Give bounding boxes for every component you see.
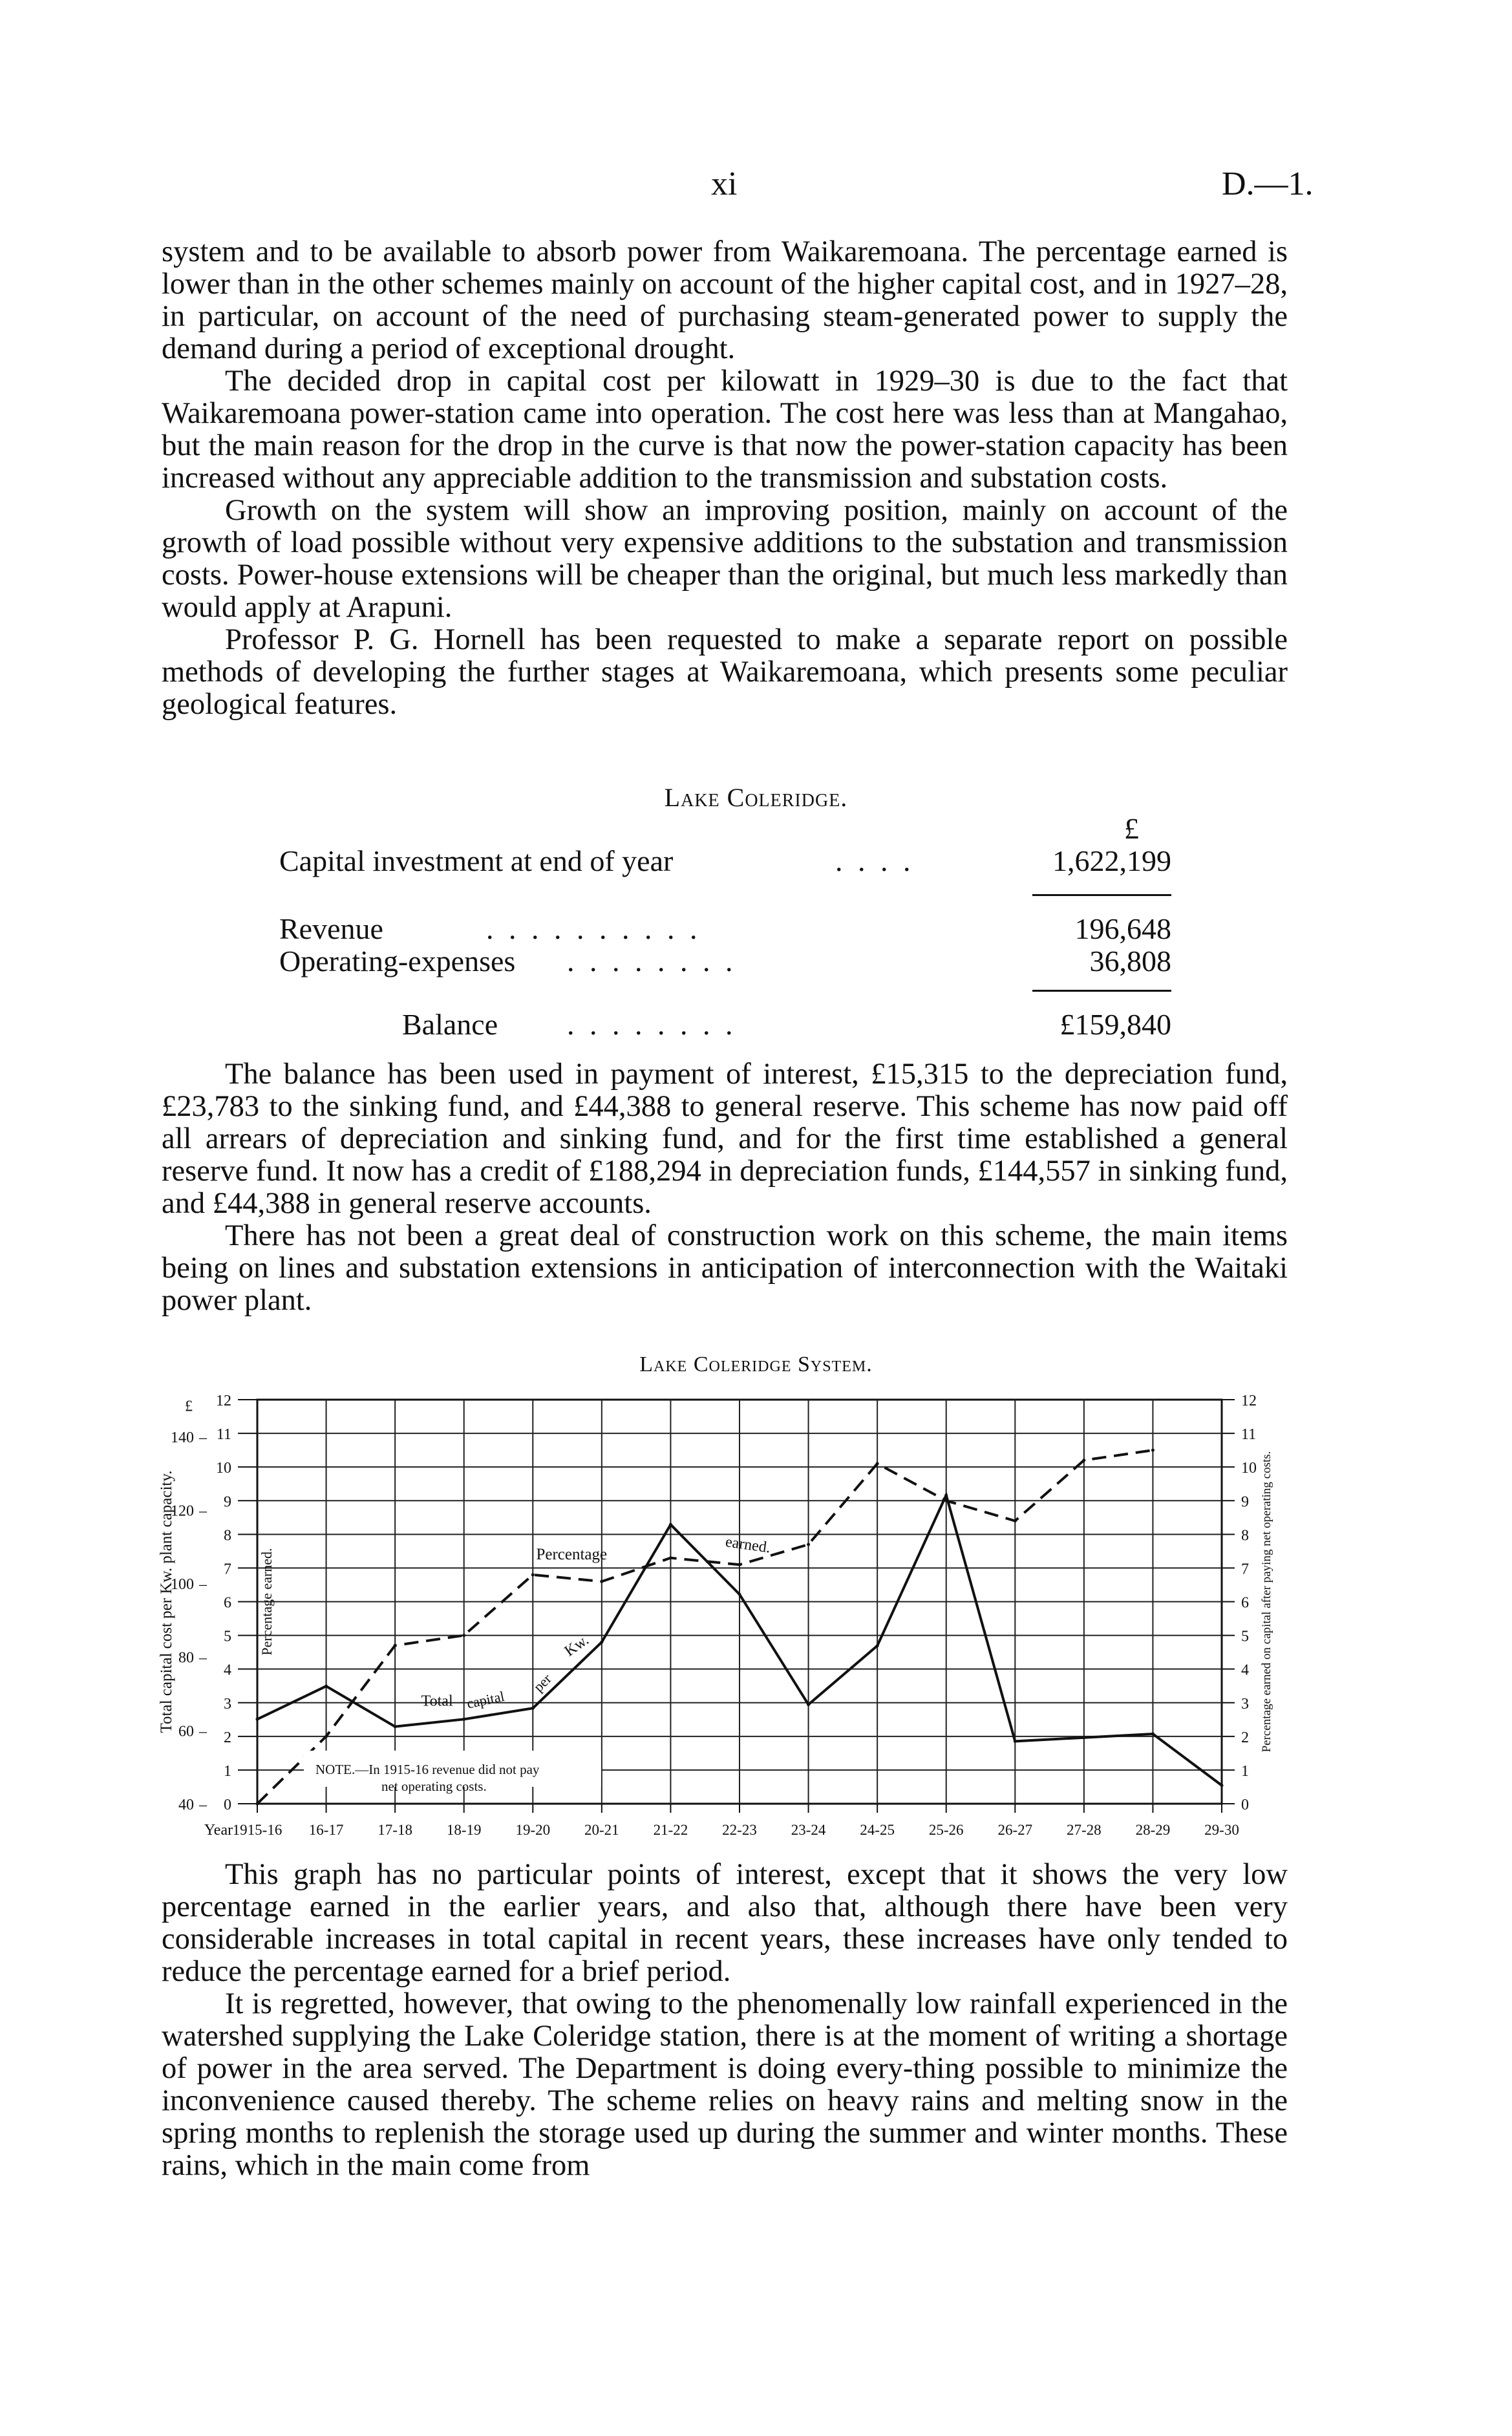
tick-label-x: 20-21: [584, 1822, 619, 1838]
tick-label-x: 26-27: [997, 1822, 1033, 1838]
tick-label-left-inner: 11: [216, 1426, 231, 1444]
series-point-percentage-earned: [807, 1543, 810, 1546]
series-point-percentage-earned: [1082, 1458, 1085, 1462]
middle-text: [162, 1058, 1288, 1317]
series-label-part: Percentage: [536, 1546, 608, 1564]
series-point-percentage-earned: [876, 1462, 879, 1465]
series-point-total-capital: [1151, 1733, 1155, 1736]
section-title: Lake Coleridge.: [664, 783, 848, 812]
series-point-total-capital: [600, 1641, 603, 1644]
tick-label-right: 2: [1241, 1729, 1249, 1746]
tick-label-left-outer: 120: [171, 1502, 194, 1520]
paragraph-growth: Growth on the system will show an improving position, mainly on account of the growth of load possible without very expensive additions to the substation and transmission costs. Power-house extensions will be cheaper than the original, but much less markedly than would apply at Arapuni.: [162, 494, 1288, 624]
series-point-percentage-earned: [256, 1802, 259, 1806]
financial-table: [279, 811, 1171, 1044]
paragraph-capital-drop: The decided drop in capital cost per kilowatt in 1929–30 is due to the fact that Waikaremoana power-station came into operation. The cost here was less than at Mangahao, but the main reason for the drop in the curve is that now the power-station capacity has been increased without any appreciable addition to the transmission and substation costs.: [162, 365, 1288, 495]
tick-label-x: 24-25: [860, 1822, 895, 1838]
series-point-total-capital: [531, 1707, 535, 1710]
series-point-total-capital: [807, 1703, 810, 1706]
series-point-total-capital: [1082, 1736, 1085, 1739]
document-reference: D.—1.: [1222, 166, 1314, 202]
tick-label-right: 8: [1241, 1527, 1249, 1544]
tick-label-right: 0: [1241, 1797, 1249, 1813]
tick-label-x: 23-24: [791, 1822, 826, 1838]
tick-label-left-inner: 9: [224, 1493, 231, 1511]
paragraph-hornell: Professor P. G. Hornell has been requested to make a separate report on possible methods of developing the further stages at Waikaremoana, which presents some peculiar geological features.: [162, 623, 1288, 721]
row-balance: [279, 1007, 1171, 1042]
tick-label-left-inner: 0: [224, 1797, 231, 1813]
series-point-percentage-earned: [669, 1556, 672, 1559]
series-point-percentage-earned: [325, 1735, 328, 1738]
tick-label-left-inner: 7: [224, 1561, 231, 1578]
tick-label-left-outer: 80: [178, 1649, 194, 1667]
tick-label-right: 6: [1241, 1594, 1249, 1612]
row-label: Revenue: [279, 912, 383, 945]
tick-label-x: 25-26: [928, 1822, 964, 1838]
series-point-total-capital: [462, 1718, 465, 1721]
series-point-total-capital: [256, 1718, 259, 1721]
currency-heading: £: [1124, 812, 1139, 845]
tick-label-left-inner: 5: [224, 1628, 231, 1645]
left-axis-title: Total capital cost per Kw. plant capacity.: [158, 1470, 175, 1733]
paragraph-continuation: system and to be available to absorb power from Waikaremoana. The percentage earned is lower than in the other schemes mainly on account of the higher capital cost, and in 1927–28, in particular, on account of the need of purchasing steam-generated power to supply the demand during a period of exceptional drought.: [162, 235, 1288, 365]
row-value: 1,622,199: [1052, 844, 1171, 877]
series-point-percentage-earned: [531, 1573, 535, 1576]
series-point-total-capital: [325, 1685, 328, 1688]
row-leader-dots: . . . . . . . .: [567, 945, 737, 978]
series-point-percentage-earned: [394, 1644, 397, 1647]
chart-note-line: NOTE.—In 1915-16 revenue did not pay: [315, 1761, 540, 1777]
right-axis-title: Percentage earned on capital after paying net operating costs.: [1260, 1451, 1273, 1753]
tick-label-right: 4: [1241, 1661, 1249, 1679]
tick-label-x: 18-19: [446, 1822, 482, 1838]
tick-label-right: 12: [1241, 1393, 1257, 1409]
tick-dash: –: [199, 1797, 207, 1813]
bottom-text: [162, 1859, 1288, 2182]
tick-label-x: 28-29: [1135, 1822, 1171, 1838]
tick-label-left-outer: 140: [171, 1429, 194, 1446]
tick-label-x: 29-30: [1204, 1822, 1239, 1838]
series-point-percentage-earned: [1151, 1449, 1155, 1452]
top-text: [162, 236, 1288, 721]
tick-label-left-inner: 6: [224, 1594, 231, 1612]
currency-symbol: £: [185, 1398, 193, 1415]
row-value: 36,808: [1089, 945, 1171, 978]
series-point-percentage-earned: [1014, 1519, 1017, 1522]
tick-label-left-inner: 1: [224, 1762, 231, 1780]
row-label: Operating-expenses: [279, 945, 516, 978]
series-point-total-capital: [944, 1493, 948, 1497]
lake-coleridge-chart: [0, 1371, 1512, 1849]
tick-label-x: 22-23: [722, 1822, 757, 1838]
tick-dash: –: [199, 1649, 207, 1667]
series-point-percentage-earned: [738, 1563, 741, 1566]
row-capital-investment: [279, 844, 1171, 879]
row-leader-dots: . . . . . . . .: [567, 1008, 737, 1041]
left-inner-axis-title: Percentage earned.: [259, 1548, 275, 1656]
series-label-part: capital: [465, 1687, 506, 1712]
rule-line: [1032, 894, 1171, 896]
tick-label-x: 16-17: [308, 1822, 344, 1838]
series-point-percentage-earned: [462, 1634, 465, 1637]
row-revenue: [279, 912, 1171, 946]
series-point-total-capital: [669, 1523, 672, 1526]
tick-label-left-inner: 4: [224, 1661, 231, 1679]
series-point-total-capital: [394, 1725, 397, 1728]
row-label: Capital investment at end of year: [279, 844, 674, 877]
series-point-total-capital: [876, 1644, 879, 1647]
row-value: £159,840: [1059, 1008, 1171, 1041]
tick-dash: –: [199, 1429, 207, 1446]
series-point-total-capital: [1220, 1784, 1224, 1787]
tick-label-x: 1915-16: [232, 1822, 282, 1838]
tick-label-left-inner: 8: [224, 1527, 231, 1544]
series-point-percentage-earned: [600, 1580, 603, 1583]
series-point-total-capital: [738, 1593, 741, 1596]
chart-title: Lake Coleridge System.: [639, 1352, 873, 1376]
rule-line: [1032, 990, 1171, 992]
paragraph-construction: There has not been a great deal of construction work on this scheme, the main items being on lines and substation extensions in anticipation of interconnection with the Waitaki power plant.: [162, 1219, 1288, 1317]
row-leader-dots: . . . . . . . . . .: [486, 912, 701, 945]
tick-label-right: 9: [1241, 1493, 1249, 1511]
tick-label-right: 1: [1241, 1762, 1249, 1780]
series-point-percentage-earned: [944, 1499, 948, 1502]
tick-label-x: 27-28: [1067, 1822, 1102, 1838]
tick-label-left-outer: 60: [178, 1723, 194, 1740]
paragraph-balance: The balance has been used in payment of interest, £15,315 to the depreciation fund, £23,783 to the sinking fund, and £44,388 to general reserve. This scheme has now paid off all arrears of depreciation and sinking fund, and for the first time established a general reserve fund. It now has a credit of £188,294 in depreciation funds, £144,557 in sinking fund, and £44,388 in general reserve accounts.: [162, 1058, 1288, 1220]
tick-label-left-outer: 40: [178, 1797, 194, 1813]
tick-label-right: 10: [1241, 1460, 1257, 1477]
series-label-part: Total: [421, 1693, 453, 1710]
tick-label-x: 17-18: [378, 1822, 412, 1838]
chart-note-line: net operating costs.: [381, 1778, 487, 1794]
paragraph-graph-comment: This graph has no particular points of interest, except that it shows the very low percentage earned in the earlier years, and also that, although there have been very considerable increases in total capital in recent years, these increases have only tended to reduce the percentage earned for a brief period.: [162, 1858, 1288, 1988]
tick-dash: –: [199, 1576, 207, 1594]
tick-label-right: 11: [1241, 1426, 1257, 1444]
tick-label-x: 19-20: [515, 1822, 551, 1838]
series-label-part: earned.: [724, 1533, 772, 1557]
series-label-part: Kw.: [561, 1631, 592, 1660]
tick-label-x: 21-22: [653, 1822, 688, 1838]
tick-label-left-inner: 12: [216, 1393, 231, 1409]
series-point-total-capital: [1014, 1740, 1017, 1743]
tick-label-right: 3: [1241, 1695, 1249, 1713]
tick-label-left-inner: 10: [216, 1460, 231, 1477]
row-value: 196,648: [1074, 912, 1171, 945]
tick-label-right: 7: [1241, 1561, 1249, 1578]
row-leader-dots: . . . .: [835, 844, 915, 877]
tick-dash: –: [199, 1502, 207, 1520]
page-number: xi: [711, 166, 738, 202]
tick-label-left-inner: 2: [224, 1729, 231, 1746]
x-axis-prefix: Year: [204, 1822, 233, 1839]
paragraph-rainfall: It is regretted, however, that owing to the phenomenally low rainfall experienced in the watershed supplying the Lake Coleridge station, there is at the moment of writing a shortage of power in the area served. The Department is doing every-thing possible to minimize the inconvenience caused thereby. The scheme relies on heavy rains and melting snow in the spring months to replenish the storage used up during the summer and winter months. These rains, which in the main come from: [162, 1987, 1288, 2182]
tick-dash: –: [199, 1723, 207, 1740]
row-label: Balance: [402, 1008, 498, 1041]
row-operating-expenses: [279, 944, 1171, 979]
tick-label-right: 5: [1241, 1628, 1249, 1645]
tick-label-left-outer: 100: [171, 1576, 194, 1594]
series-label-part: per: [530, 1671, 555, 1695]
tick-label-left-inner: 3: [224, 1695, 231, 1713]
